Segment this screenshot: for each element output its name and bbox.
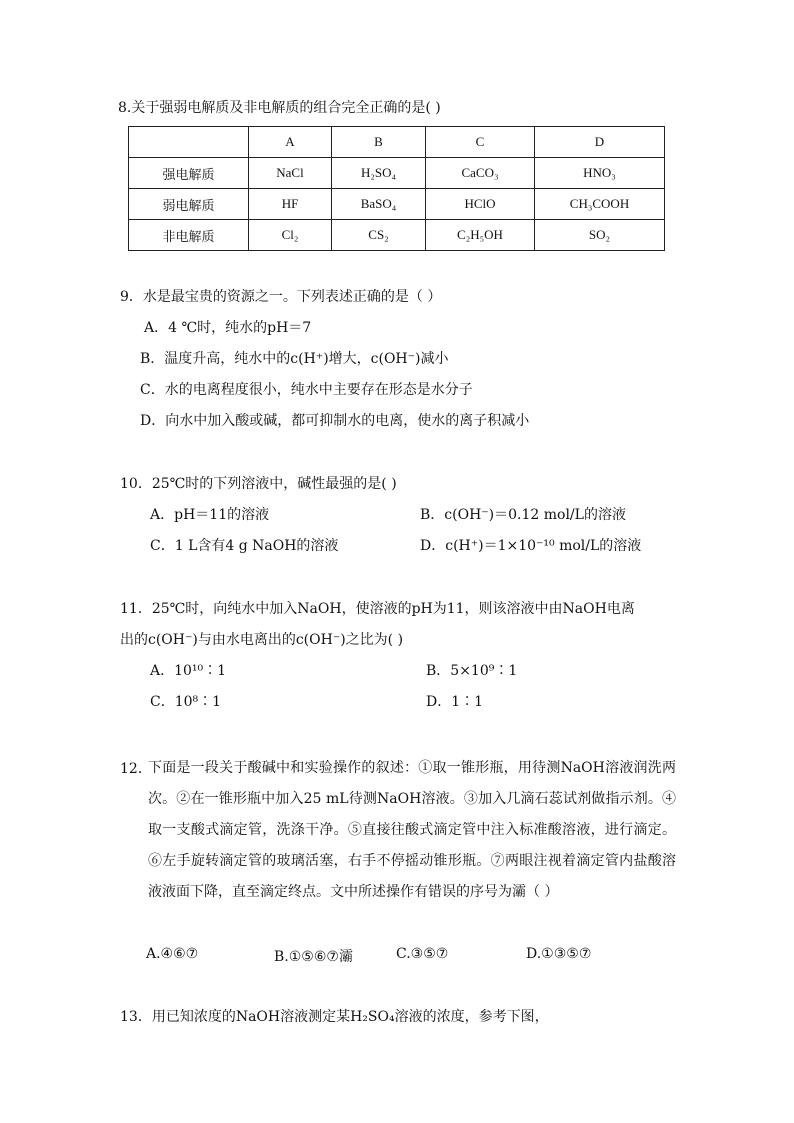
electrolyte-table [128,126,665,251]
table-cell: H₂SO₄ [332,158,426,189]
table-cell: BaSO₄ [332,189,426,220]
table-header-cell: C [426,127,535,158]
q12-option-c: C.③⑤⑦ [396,946,449,962]
q12-text: 下面是一段关于酸碱中和实验操作的叙述：①取一锥形瓶，用待测NaOH溶液润洗两次。②在一锥形瓶中加入25 mL待测NaOH溶液。③加入几滴石蕊试剂做指示剂。④取一支酸式滴定管，洗涤干净。⑤直接往酸式滴定管中注入标准酸溶液，进行滴定。⑥左手旋转滴定管的玻璃活塞，右手不停摇动锥形瓶。⑦两眼注视着滴定管内盐酸溶液液面下降，直至滴定终点。文中所述操作有错误的序号为灞（ ） [148,760,676,900]
table-header-row [129,127,665,158]
q11-option-d: D．1∶1 [426,694,484,710]
q10-option-b: B．c(OH⁻)＝0.12 mol/L的溶液 [420,507,626,523]
table-cell: HClO [426,189,535,220]
q11-stem-line1: 11．25℃时，向纯水中加入NaOH，使溶液的pH为11，则该溶液中由NaOH电离 [120,601,635,617]
q9-option-d: D．向水中加入酸或碱，都可抑制水的电离，使水的离子积减小 [140,413,530,429]
table-cell: CS₂ [332,220,426,251]
q9-option-c: C．水的电离程度很小，纯水中主要存在形态是水分子 [140,382,473,398]
q10-option-c: C．1 L含有4 g NaOH的溶液 [150,538,339,554]
table-cell: Cl₂ [249,220,332,251]
table-row [129,189,665,220]
q10-option-a: A．pH＝11的溶液 [150,507,270,523]
q12-number: 12． [120,761,152,777]
table-cell: C₂H₅OH [426,220,535,251]
q8-stem: 8.关于强弱电解质及非电解质的组合完全正确的是( ) [118,100,441,116]
q11-option-b: B．5×10⁹∶1 [426,663,518,679]
q13-stem: 13．用已知浓度的NaOH溶液测定某H₂SO₄溶液的浓度，参考下图， [120,1009,549,1025]
table-row-label: 非电解质 [129,220,249,251]
q12-option-a: A.④⑥⑦ [146,946,199,962]
table-row-label: 弱电解质 [129,189,249,220]
table-header-cell [129,127,249,158]
q11-stem-line2: 出的c(OH⁻)与由水电离出的c(OH⁻)之比为( ) [120,632,404,648]
table-header-cell: A [249,127,332,158]
table-cell: HNO₃ [535,158,665,189]
q12-option-d: D.①③⑤⑦ [526,946,592,962]
table-header-cell: D [535,127,665,158]
q11-option-c: C．10⁸∶1 [150,694,222,710]
q9-stem: 9．水是最宝贵的资源之一。下列表述正确的是（ ） [120,289,442,305]
table-cell: SO₂ [535,220,665,251]
q11-option-a: A．10¹⁰∶1 [150,663,227,679]
q10-stem: 10．25℃时的下列溶液中，碱性最强的是( ) [120,476,397,492]
q12-option-b: B.①⑤⑥⑦灞 [274,949,353,965]
q10-option-d: D．c(H⁺)＝1×10⁻¹⁰ mol/L的溶液 [420,538,642,554]
table-row [129,220,665,251]
q9-option-a: A．4 ℃时，纯水的pH＝7 [144,320,312,336]
table-row [129,158,665,189]
table-cell: NaCl [249,158,332,189]
table-cell: CaCO₃ [426,158,535,189]
table-cell: HF [249,189,332,220]
table-header-cell: B [332,127,426,158]
table-cell: CH₃COOH [535,189,665,220]
q9-option-b: B．温度升高，纯水中的c(H⁺)增大，c(OH⁻)减小 [140,351,449,367]
table-row-label: 强电解质 [129,158,249,189]
